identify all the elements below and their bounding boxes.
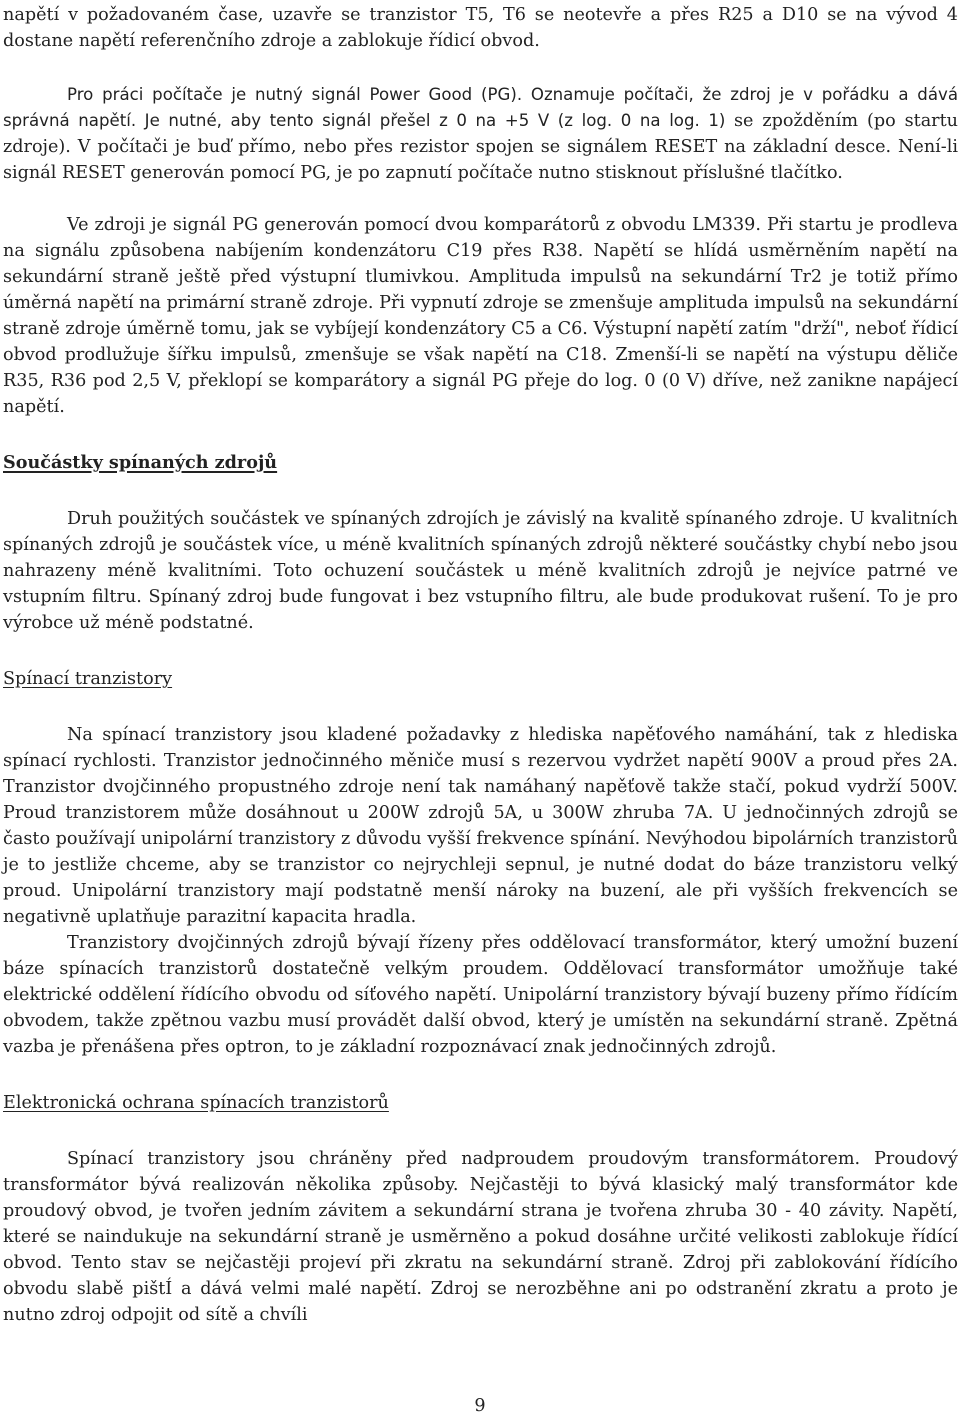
paragraph-sans-part: Pro práci počítače je nutný signál Power Good (PG). Oznamuje počítači, že zdroj je v pořádku a dává správná napětí. Je nutné, aby tento signál přešel z 0 na +5 V (z log. 0 na log. 1) [3,85,958,130]
heading-text: Součástky spínaných zdrojů [3,452,278,473]
paragraph-protection: Spínací tranzistory jsou chráněny před nadproudem proudovým transformátorem. Proudový transformátor bývá realizován několika způsoby. Nejčastěji to bývá klasický malý transformátor kde proudový obvod, je tvořen jedním závitem a sekundární strana je tvořena zhruba 30 - 40 závity. Napětí, které se naindukuje na sekundární straně je usměrněno a pokud dosáhne určité velikosti zablokuje řídící obvod. Tento stav se nejčastěji projeví při zkratu na sekundární straně. Zdroj při zablokování řídícího obvodu slabě pištÍ a dává velmi malé napětí. Zdroj se nerozběhne ani po odstranění zkratu a proto je nutno zdroj odpojit od sítě a chvíli [3,1149,958,1325]
paragraph-push-pull-drive: Tranzistory dvojčinných zdrojů bývají řízeny přes oddělovací transformátor, který umožní buzení báze spínacích tranzistorů dostatečně velkým proudem. Oddělovací transformátor umožňuje také elektrické oddělení řídícího obvodu od síťového napětí. Unipolární tranzistory bývají buzeny přímo řídícím obvodem, takže zpětnou vazbu musí provádět další obvod, který je umístěn na sekundární straně. Zpětná vazba je přenášena přes optron, to je základní rozpoznávací znak jednočinných zdrojů. [3,933,958,1057]
paragraph-serif-part: se zpožděním (po startu zdroje). V počítači je buď přímo, nebo přes rezistor spojen se signálem RESET na základní desce. Není-li signál RESET generován pomocí PG, je po zapnutí počítače nutno stisknout příslušné tlačítko. [3,111,958,183]
page-number: 9 [474,1396,486,1416]
section-heading-components [3,450,958,476]
document-page [3,2,958,1328]
paragraph-switching-transistors: Na spínací tranzistory jsou kladené požadavky z hlediska napěťového namáhání, tak z hlediska spínací rychlosti. Tranzistor jednočinného měniče musí s rezervou vydržet napětí 900V a proud přes 2A. Tranzistor dvojčinného propustného zdroje není tak namáhaný napěťově takže stačí, pokud vydrží 500V. Proud tranzistorem může dosáhnout u 200W zdrojů 5A, u 300W zhruba 7A. U jednočinných zdrojů se často používají unipolární tranzistory z důvodu vyšší frekvence spínání. Nevýhodou bipolárních tranzistorů je to jestliže chceme, aby se tranzistor co nejrychleji sepnul, je nutné dodat do báze tranzistoru velký proud. Unipolární tranzistory mají podstatně menší nároky na buzení, ale při vyšších frekvencích se negativně uplatňuje parazitní kapacita hradla. [3,725,958,927]
paragraph-power-good [3,82,958,186]
heading-text: Spínací tranzistory [3,669,173,689]
sub-heading-switching-transistors [3,666,958,692]
paragraph: napětí v požadovaném čase, uzavře se tranzistor T5, T6 se neotevře a přes R25 a D10 se na vývod 4 dostane napětí referenčního zdroje a zablokuje řídicí obvod. [3,5,958,51]
heading-text: Elektronická ochrana spínacích tranzistorů [3,1093,389,1113]
paragraph-pg-generation: Ve zdroji je signál PG generován pomocí dvou komparátorů z obvodu LM339. Při startu je prodleva na signálu způsobena nabíjením kondenzátoru C19 přes R38. Napětí se hlídá usměrněním napětí na sekundární straně ještě před výstupní tlumivkou. Amplituda impulsů na sekundární Tr2 je totiž přímo úměrná napětí na primární straně zdroje. Při vypnutí zdroje se zmenšuje amplituda impulsů na sekundární straně zdroje úměrně tomu, jak se vybíjejí kondenzátory C5 a C6. Výstupní napětí zatím "drží", neboť řídicí obvod prodlužuje šířku impulsů, zmenšuje se však napětí na C18. Zmenší-li se napětí na výstupu děliče R35, R36 pod 2,5 V, překlopí se komparátory a signál PG přeje do log. 0 (0 V) dříve, než zanikne napájecí napětí. [3,215,958,417]
sub-heading-protection [3,1090,958,1116]
paragraph-components: Druh použitých součástek ve spínaných zdrojích je závislý na kvalitě spínaného zdroje. U kvalitních spínaných zdrojů je součástek více, u méně kvalitních spínaných zdrojů některé součástky chybí nebo jsou nahrazeny méně kvalitními. Toto ochuzení součástek u méně kvalitních zdrojů je nejvíce patrné ve vstupním filtru. Spínaný zdroj bude fungovat i bez vstupního filtru, ale bude produkovat rušení. To je pro výrobce už méně podstatné. [3,509,958,633]
